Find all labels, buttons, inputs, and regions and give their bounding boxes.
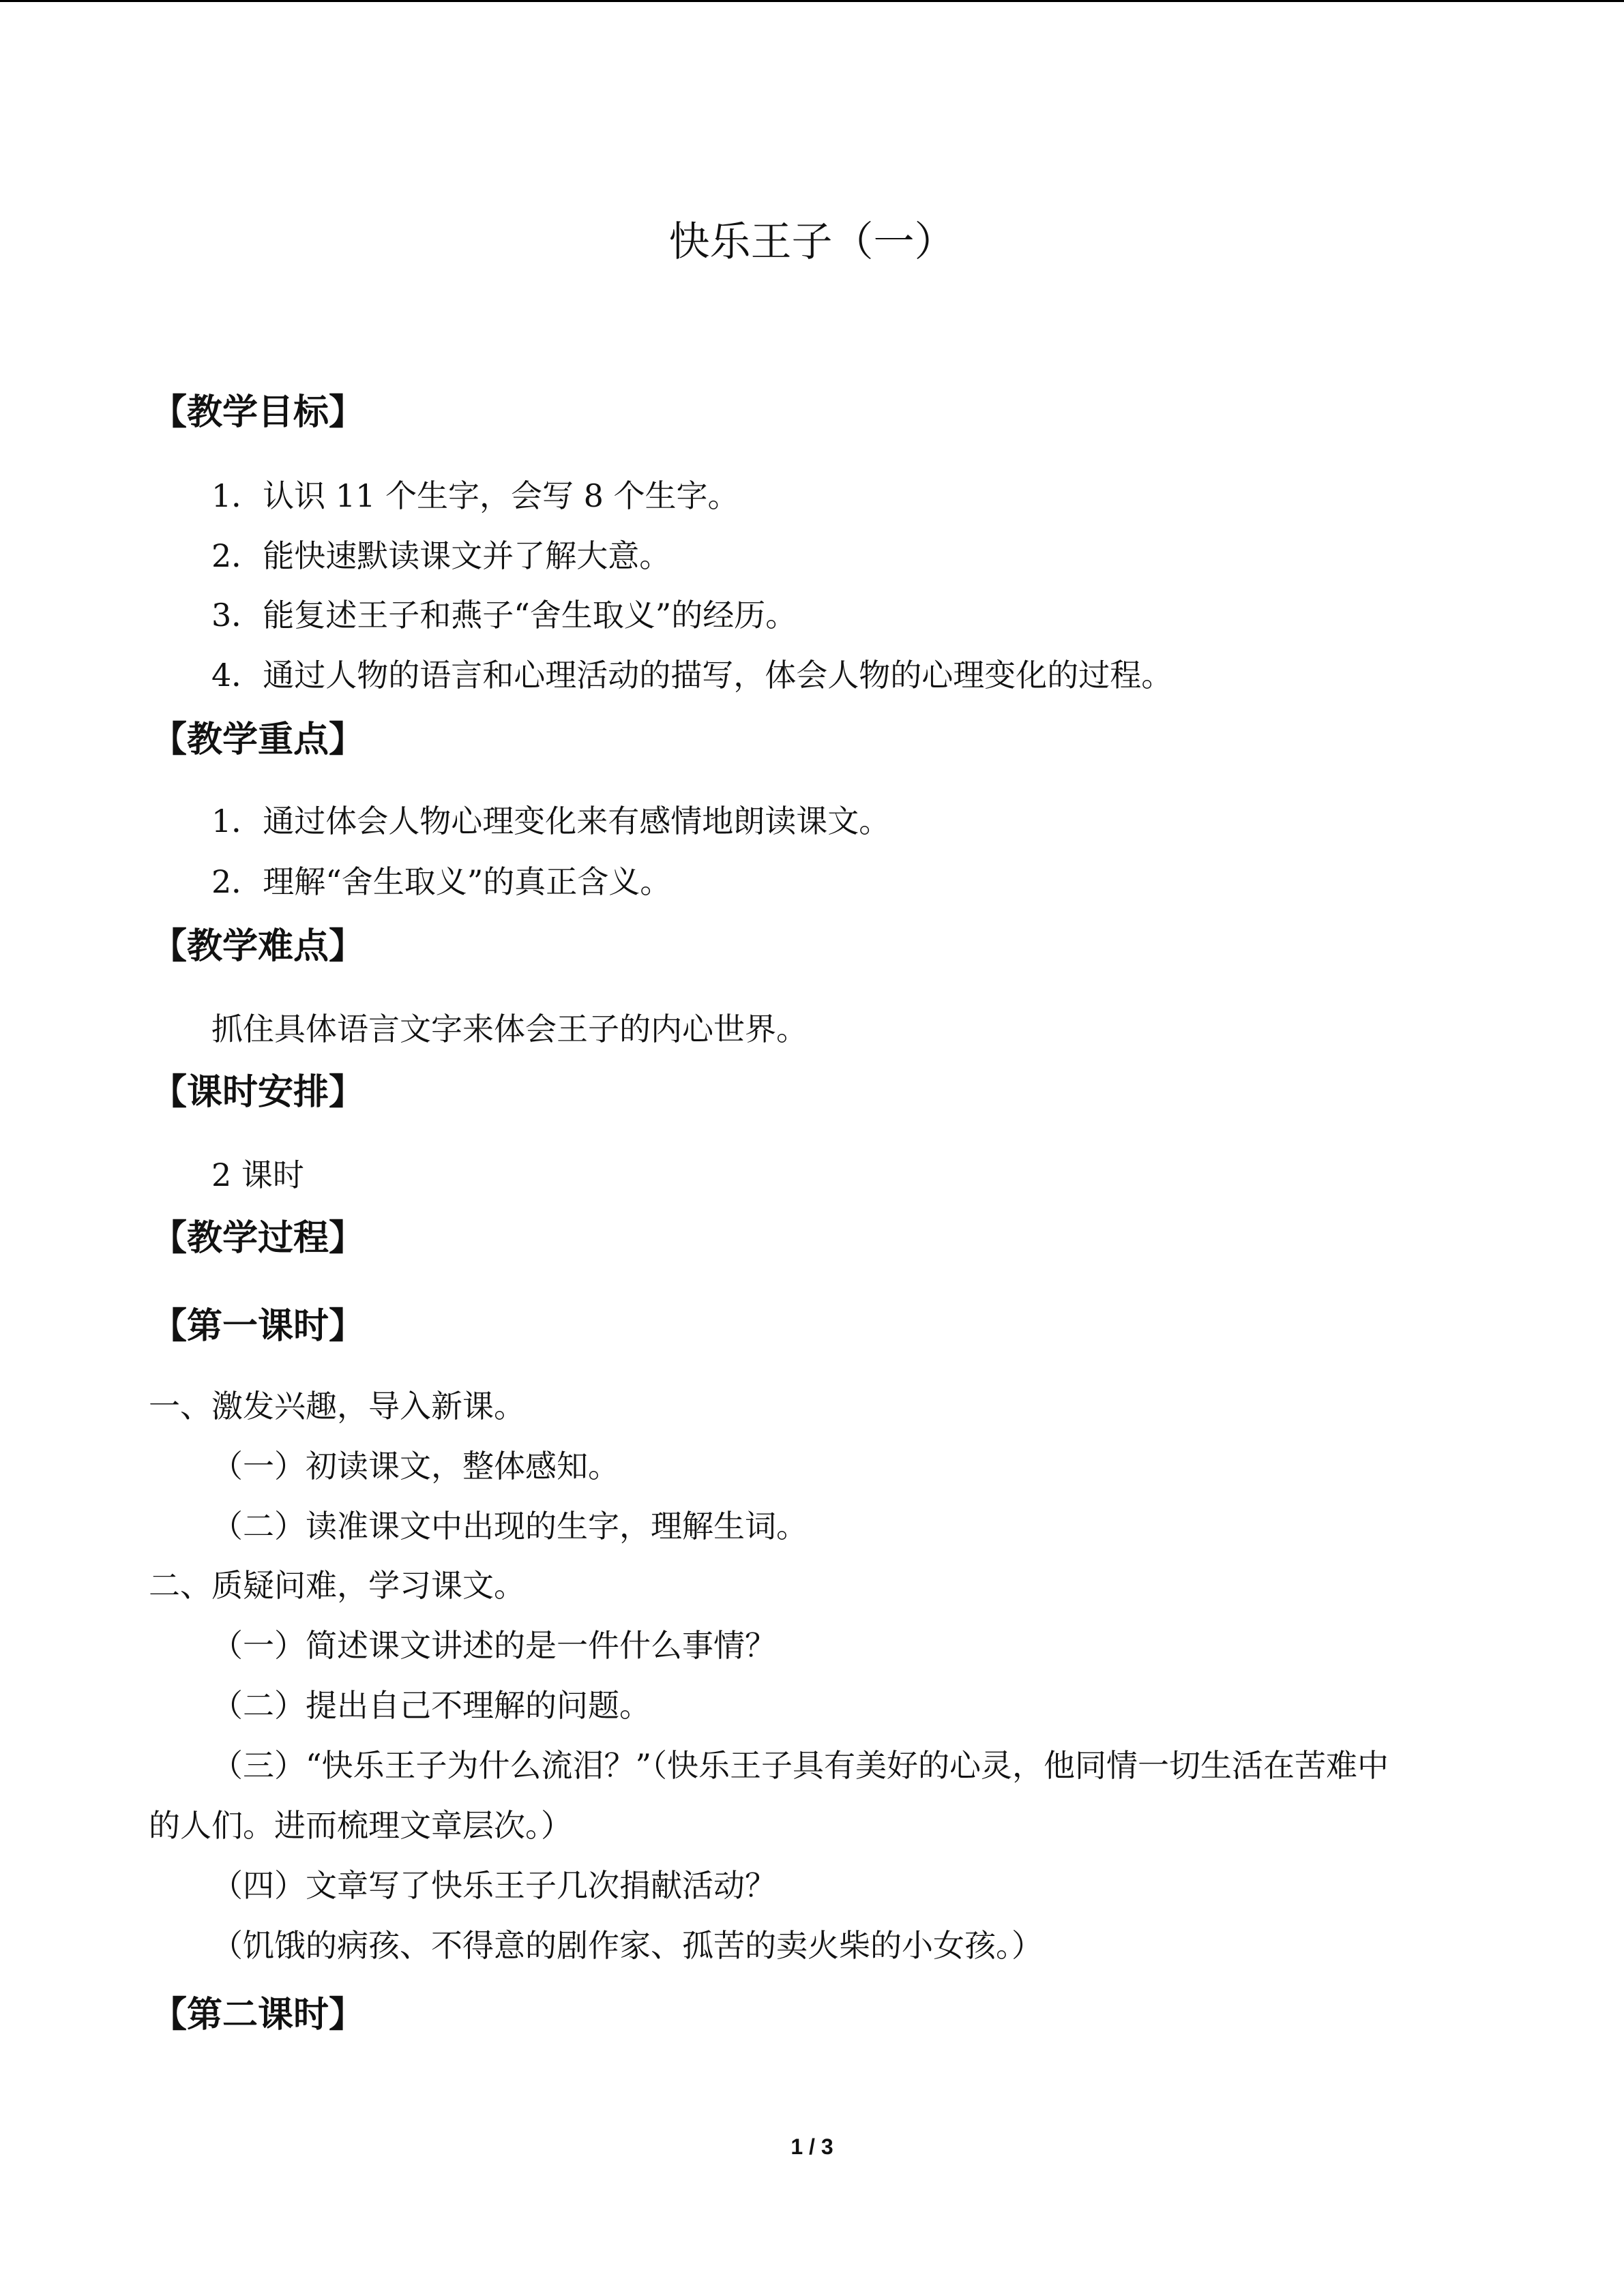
top-border-line (0, 0, 1624, 2)
lesson-heading-second: 【第二课时】 (151, 1995, 365, 2036)
difficulties-text: 抓住具体语言文字来体会王子的内心世界。 (211, 1011, 808, 1047)
document-title: 快乐王子（一） (668, 218, 956, 266)
lesson1-section2-title: 二、质疑问难，学习课文。 (149, 1567, 525, 1604)
page-number: 1 / 3 (791, 2134, 833, 2159)
lesson1-section1-item: （一）初读课文，整体感知。 (211, 1448, 619, 1485)
lesson1-section2-item-continued: 的人们。进而梳理文章层次。） (149, 1807, 572, 1844)
objective-item: 4．通过人物的语言和心理活动的描写，体会人物的心理变化的过程。 (211, 657, 1173, 694)
key-point-item: 1．通过体会人物心理变化来有感情地朗读课文。 (211, 803, 891, 839)
objective-item: 1．认识 11 个生字，会写 8 个生字。 (211, 477, 739, 514)
section-heading-objectives: 【教学目标】 (151, 392, 365, 433)
lesson1-section2-item: （一）简述课文讲述的是一件什么事情？ (211, 1627, 776, 1664)
objective-item: 3．能复述王子和燕子“舍生取义”的经历。 (211, 597, 797, 633)
section-heading-process: 【教学过程】 (151, 1218, 365, 1259)
lesson-heading-first: 【第一课时】 (151, 1306, 365, 1347)
schedule-text: 2 课时 (211, 1157, 304, 1193)
objective-item: 2．能快速默读课文并了解大意。 (211, 537, 671, 574)
section-heading-schedule: 【课时安排】 (151, 1072, 365, 1113)
lesson1-section2-item: （三）“快乐王子为什么流泪？”（快乐王子具有美好的心灵，他同情一切生活在苦难中 (211, 1747, 1389, 1784)
section-heading-difficulties: 【教学难点】 (151, 926, 365, 967)
lesson1-section2-item: （四）文章写了快乐王子几次捐献活动？ (211, 1867, 776, 1904)
lesson1-section2-item: （二）提出自己不理解的问题。 (211, 1687, 651, 1724)
lesson1-section2-item: （饥饿的病孩、不得意的剧作家、孤苦的卖火柴的小女孩。） (211, 1927, 1043, 1964)
key-point-item: 2．理解“舍生取义”的真正含义。 (211, 863, 672, 900)
section-heading-key-points: 【教学重点】 (151, 719, 365, 760)
lesson1-section1-title: 一、激发兴趣，导入新课。 (149, 1388, 525, 1425)
lesson1-section1-item: （二）读准课文中出现的生字，理解生词。 (211, 1508, 808, 1545)
